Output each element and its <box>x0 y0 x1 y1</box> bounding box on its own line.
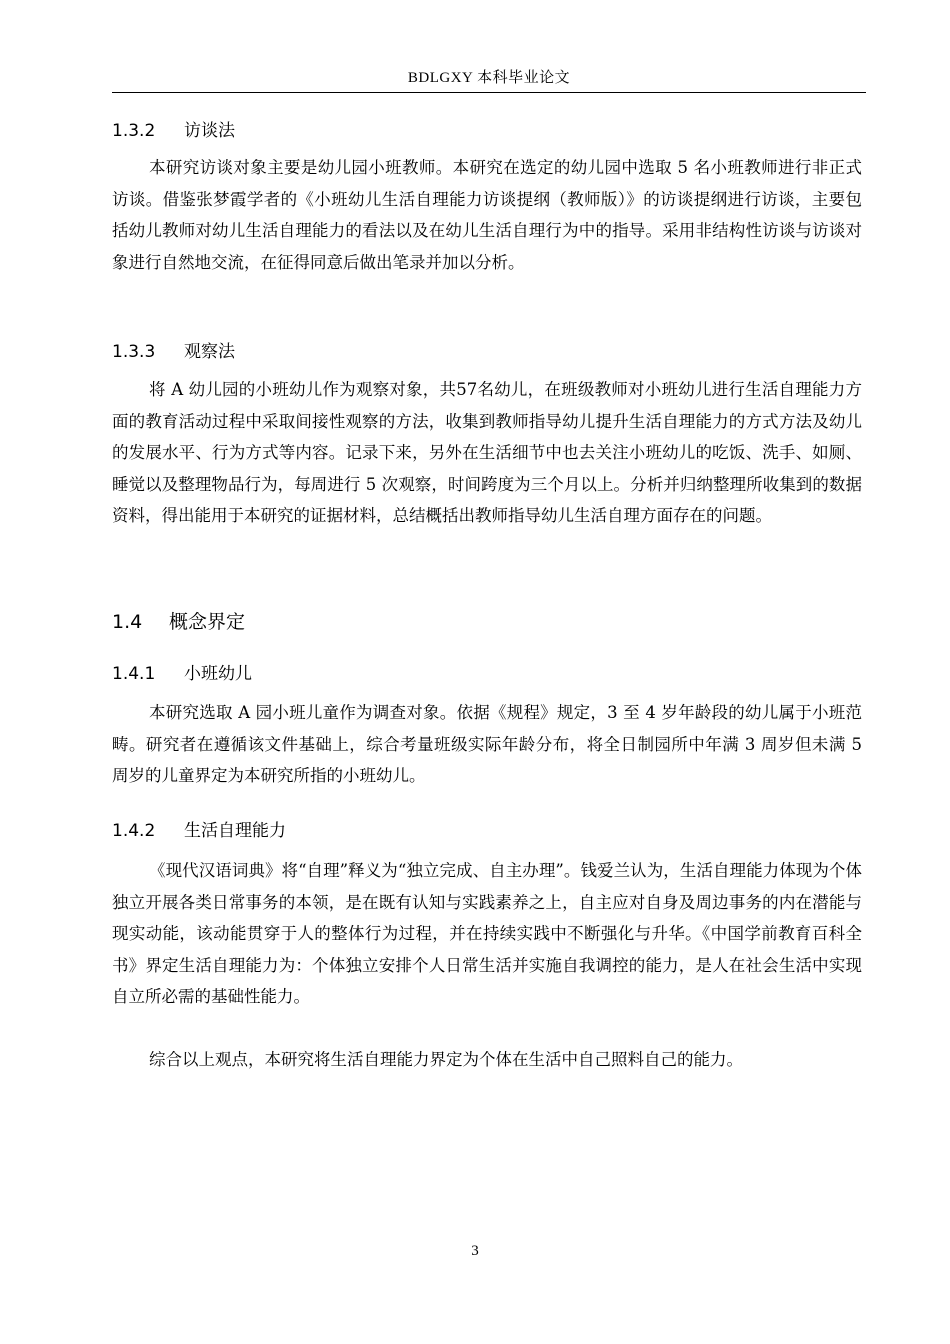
section-number: 1.4 <box>112 611 143 633</box>
section-heading-1-4-1 <box>112 663 252 685</box>
paragraph-self-care-definition: 《现代汉语词典》将“自理”释义为“独立完成、自主办理”。钱爱兰认为，生活自理能力体现为个体独立开展各类日常事务的本领，是在既有认知与实践素养之上，自主应对自身及周边事务的内在潜能与现实动能，该动能贯穿于人的整体行为过程，并在持续实践中不断强化与升华。《中国学前教育百科全书》界定生活自理能力为：个体独立安排个人日常生活并实施自我调控的能力，是人在社会生活中实现自立所必需的基础性能力。 <box>112 861 862 1007</box>
section-heading-1-4 <box>112 610 245 634</box>
header-rule <box>112 92 866 93</box>
section-title: 小班幼儿 <box>184 664 252 684</box>
section-number: 1.4.1 <box>112 664 156 684</box>
page-header: BDLGXY 本科毕业论文 <box>407 70 571 86</box>
paragraph-observation-method: 将 A 幼儿园的小班幼儿作为观察对象，共57名幼儿，在班级教师对小班幼儿进行生活自理能力方面的教育活动过程中采取间接性观察的方法，收集到教师指导幼儿提升生活自理能力的方式方法及幼儿的发展水平、行为方式等内容。记录下来，另外在生活细节中也去关注小班幼儿的吃饭、洗手、如厕、睡觉以及整理物品行为，每周进行 5 次观察，时间跨度为三个月以上。分析并归纳整理所收集到的数据资料，得出能用于本研究的证据材料，总结概括出教师指导幼儿生活自理方面存在的问题。 <box>112 380 862 526</box>
section-heading-1-4-2 <box>112 820 286 842</box>
section-title: 访谈法 <box>184 121 235 141</box>
section-number: 1.3.2 <box>112 121 156 141</box>
section-number: 1.4.2 <box>112 821 156 841</box>
page-number: 3 <box>471 1243 479 1259</box>
section-heading-1-3-3 <box>112 341 235 363</box>
section-number: 1.3.3 <box>112 342 156 362</box>
section-title: 生活自理能力 <box>184 821 286 841</box>
paragraph-small-class-children: 本研究选取 A 园小班儿童作为调查对象。依据《规程》规定，3 至 4 岁年龄段的幼儿属于小班范畴。研究者在遵循该文件基础上，综合考量班级实际年龄分布，将全日制园所中年满 3 周岁但未满 5 周岁的儿童界定为本研究所指的小班幼儿。 <box>112 703 862 786</box>
section-title: 观察法 <box>184 342 235 362</box>
section-heading-1-3-2 <box>112 120 235 142</box>
section-title: 概念界定 <box>169 611 246 633</box>
paragraph-self-care-conclusion: 综合以上观点，本研究将生活自理能力界定为个体在生活中自己照料自己的能力。 <box>149 1050 743 1069</box>
paragraph-interview-method: 本研究访谈对象主要是幼儿园小班教师。本研究在选定的幼儿园中选取 5 名小班教师进行非正式访谈。借鉴张梦霞学者的《小班幼儿生活自理能力访谈提纲（教师版）》的访谈提纲进行访谈，主要包括幼儿教师对幼儿生活自理能力的看法以及在幼儿生活自理行为中的指导。采用非结构性访谈与访谈对象进行自然地交流，在征得同意后做出笔录并加以分析。 <box>112 158 862 272</box>
